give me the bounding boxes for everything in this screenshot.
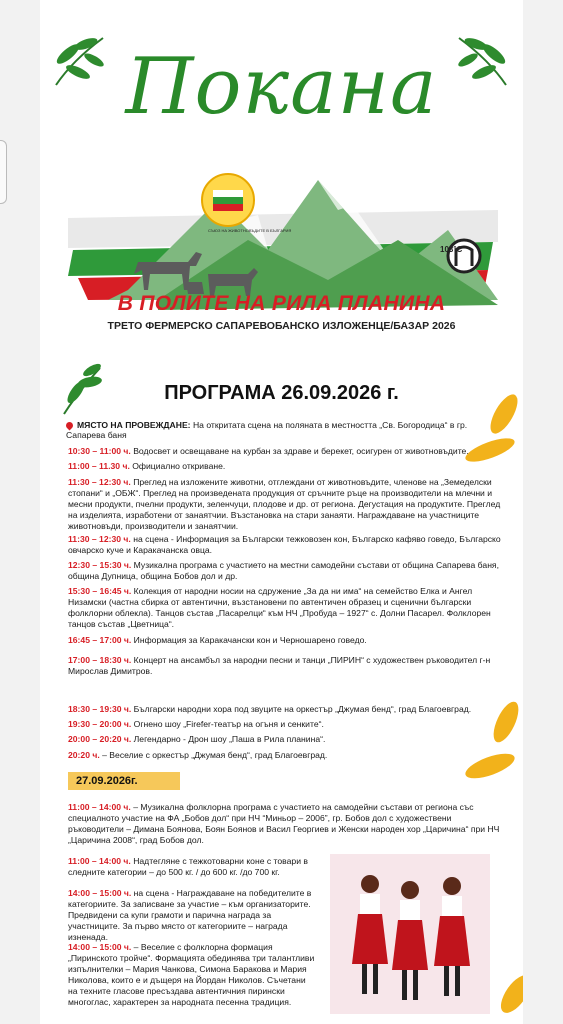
banner-headline: В ПОЛИТЕ НА РИЛА ПЛАНИНА	[117, 292, 446, 315]
schedule-item: 11:00 – 14:00 ч. – Музикална фолклорна програма с участието на самодейни състави от региона със специалното участие на ФА „Бобов дол“ при НЧ “Миньор – 2006”, гр. Бобов дол с художествени ръководители – Димана Боянова, Боян Боянов и Васил Георгиев и Женски народен хор „Царичина“ при НЧ „Царичина 2008“, град Бобов дол.	[68, 802, 500, 845]
banner-subheadline: ТРЕТО ФЕРМЕРСКО САПАРЕВОБАНСКО ИЗЛОЖЕНЦЕ/БАЗАР 2026	[107, 320, 456, 332]
schedule-item: 11:00 – 14:00 ч. Надтегляне с тежкотоварни коне с товари в следните категории – до 500 кг. / до 600 кг. /до 700 кг.	[68, 856, 308, 877]
schedule-item: 10:30 – 11:00 ч. Водосвет и освещаване на курбан за здраве и берекет, осигурен от животновъдите.	[68, 446, 469, 456]
schedule-item: 11:30 – 12:30 ч. на сцена - Информация за Български тежковозен кон, Българско кафяво говедо, Българско овчарско куче и Каракачанска овца.	[68, 534, 501, 555]
schedule-item: 12:30 – 15:30 ч. Музикална програма с участието на местни самодейни състави от община Сапарева баня, община Дупница, община Бобов дол и др.	[68, 560, 499, 581]
venue-line	[66, 420, 486, 440]
side-tab-handle[interactable]	[0, 140, 7, 204]
seal-text: СЪЮЗ НА ЖИВОТНОВЪДИТЕ В БЪЛГАРИЯ	[208, 228, 292, 233]
golden-leaf-icon	[490, 960, 523, 1024]
program-title: ПРОГРАМА 26.09.2026 г.	[164, 382, 399, 404]
folk-singers-illustration	[330, 854, 490, 1014]
schedule-item: 19:30 – 20:00 ч. Огнено шоу „Firefer-театър на огъня и сенките“.	[68, 719, 324, 729]
venue-label: МЯСТО НА ПРОВЕЖДАНЕ:	[77, 420, 191, 430]
folk-singers-photo	[330, 854, 490, 1014]
schedule-item: 18:30 – 19:30 ч. Български народни хора под звуците на оркестър „Джумая бенд“, град Благоевград.	[68, 704, 472, 714]
schedule-item: 15:30 – 16:45 ч. Колекция от народни носии на сдружение „За да ни има“ на семейство Елка и Ангел Низамски (частна сбирка от автентични, възстановени по автентичен образец и сценични български фолклорни облекла). Танцов състав „Пасарелци“ към НЧ „Пробуда – 1927“ с. Долни Пасарел. Фолклорен танцов състав „Цветница“.	[68, 586, 491, 629]
invitation-title: Покана	[125, 42, 438, 132]
schedule-item: 20:20 ч. – Веселие с оркестър „Джумая бенд“, град Благоевград.	[68, 750, 328, 760]
schedule-item: 17:00 – 18:30 ч. Концерт на ансамбъл за народни песни и танци „ПИРИН“ с художествен ръководител г-н Мирослав Димитров.	[68, 655, 491, 676]
venue-text: На откритата сцена на поляната в местността „Св. Богородица“ в гр. Сапарева баня	[66, 420, 468, 440]
schedule-item: 20:00 – 20:20 ч. Легендарно - Дрон шоу „Паша в Рила планина“.	[68, 734, 326, 744]
invitation-poster	[40, 0, 523, 1024]
schedule-item: 16:45 – 17:00 ч. Информация за Каракачански кон и Черношарено говедо.	[68, 635, 367, 645]
schedule-item: 14:00 – 15:00 ч. – Веселие с фолклорна формация „Пиринското тройче“. Формацията обединява три талантливи изпълнителки – Мария Чанкова, Симона Баракова и Мария Николова, които е и дъщеря на Йордан Николов. Съчетани на техните гласове пресъздава автентичния пирински многоглас, характерен за народната песенна традиция.	[68, 942, 315, 1007]
badge-temp: 103°C	[440, 245, 463, 254]
schedule-item: 11:30 – 12:30 ч. Преглед на изложените животни, отглеждани от животновъдите, членове на „Земеделски стопани“ и „ОБЖ“. Преглед на произведената продукция от сръчните ръце на производители на млечни и месни продукти, пчелни продукти, зеленчуци, плодове и др. от региона. Дегустация на продуктите. Преглед на изделията, изработени от занаятчии. Възстановка на стари занаяти. Награждаване на участниците животновъди, производители и занаятчии.	[68, 477, 501, 531]
schedule-item: 14:00 – 15:00 ч. на сцена - Награждаване на победителите в категориите. За записване за участие – към организаторите. Предвидени са купи грамоти и парична награда за участниците. За първо място от категориите – награда изненада.	[68, 888, 312, 942]
day-two-date: 27.09.2026г.	[68, 772, 180, 790]
schedule-item: 11:00 – 11.30 ч. Официално откриване.	[68, 461, 226, 471]
